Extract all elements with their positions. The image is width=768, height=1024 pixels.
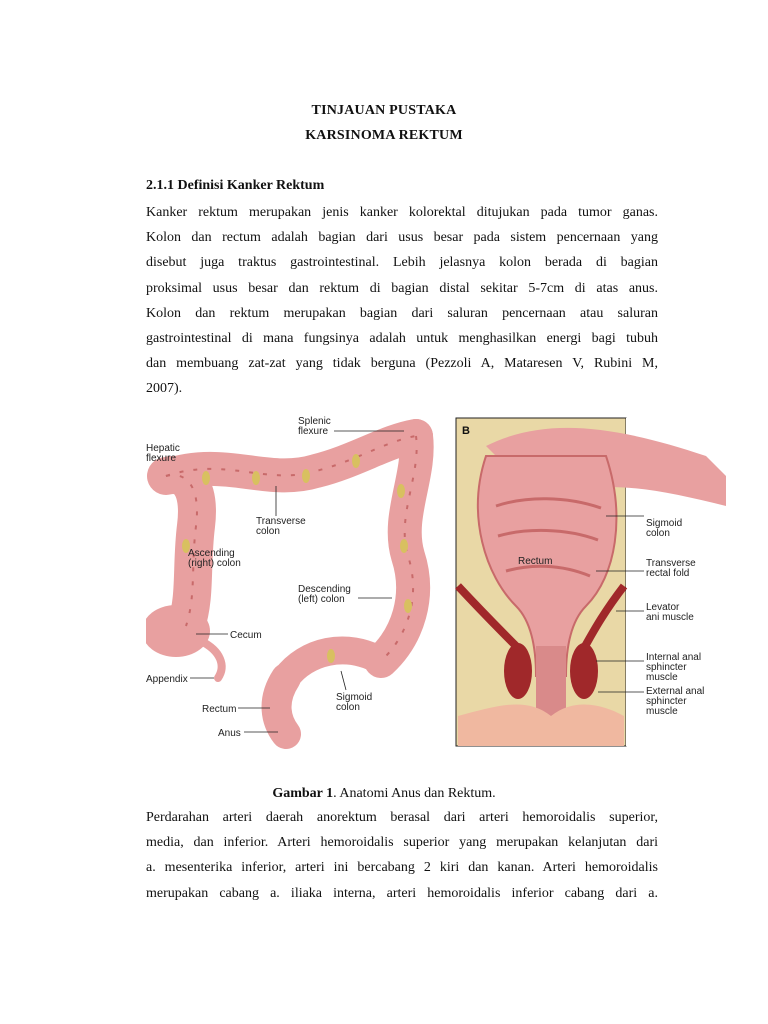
svg-text:Hepatic: Hepatic: [146, 443, 180, 454]
caption-label: Gambar 1: [272, 786, 334, 801]
section-heading: 2.1.1 Definisi Kanker Rektum: [146, 178, 325, 193]
svg-text:colon: colon: [336, 702, 360, 713]
svg-text:flexure: flexure: [146, 453, 177, 464]
paragraph-line: proksimal usus besar dan rektum di bagian distal sekitar 5-7cm di atas anus.: [146, 280, 658, 296]
svg-text:sphincter: sphincter: [646, 696, 687, 707]
svg-text:(right) colon: (right) colon: [188, 558, 241, 569]
svg-text:ani muscle: ani muscle: [646, 612, 694, 623]
svg-text:Sigmoid: Sigmoid: [646, 518, 683, 529]
svg-text:sphincter: sphincter: [646, 662, 687, 673]
svg-text:Sigmoid: Sigmoid: [336, 692, 373, 703]
paragraph-line: Perdarahan arteri daerah anorektum berasal dari arteri hemoroidalis superior,: [146, 810, 658, 825]
caption-text: . Anatomi Anus dan Rektum.: [333, 786, 496, 801]
svg-text:Anus: Anus: [218, 728, 241, 739]
document-subtitle: KARSINOMA REKTUM: [305, 128, 463, 143]
svg-text:muscle: muscle: [646, 706, 678, 717]
svg-text:Transverse: Transverse: [646, 558, 696, 569]
svg-text:Cecum: Cecum: [230, 630, 262, 641]
paragraph-arteries: [146, 805, 658, 906]
paragraph-line: dan membuang zat-zat yang tidak berguna (Pezzoli A, Mataresen V, Rubini M,: [146, 356, 658, 372]
svg-text:colon: colon: [256, 526, 280, 537]
svg-text:Transverse: Transverse: [256, 516, 306, 527]
svg-text:colon: colon: [646, 528, 670, 539]
paragraph-line: media, dan inferior. Arteri hemoroidalis superior yang merupakan kelanjutan dari: [146, 835, 658, 851]
svg-text:flexure: flexure: [298, 426, 329, 437]
paragraph-line: merupakan cabang a. iliaka interna, arteri hemoroidalis inferior cabang dari a.: [146, 885, 658, 901]
paragraph-definition: [146, 200, 658, 402]
figure-caption: [0, 786, 768, 802]
svg-text:rectal fold: rectal fold: [646, 568, 690, 579]
svg-text:Splenic: Splenic: [298, 416, 331, 427]
paragraph-line: gastrointestinal di mana fungsinya adalah untuk menghasilkan energi bagi tubuh: [146, 331, 658, 347]
svg-text:Rectum: Rectum: [518, 556, 553, 567]
paragraph-line: disebut juga traktus gastrointestinal. Lebih jelasnya kolon berada di bagian: [146, 255, 658, 271]
paragraph-line: a. mesenterika inferior, arteri ini bercabang 2 kiri dan kanan. Arteri hemoroidalis: [146, 860, 658, 876]
anatomy-figure: [146, 416, 726, 750]
svg-text:(left) colon: (left) colon: [298, 594, 345, 605]
svg-text:Ascending: Ascending: [188, 548, 235, 559]
svg-text:B: B: [462, 425, 470, 437]
document-title: TINJAUAN PUSTAKA: [311, 103, 457, 118]
svg-text:Levator: Levator: [646, 602, 680, 613]
paragraph-line: Kolon dan rektum merupakan bagian dari saluran pencernaan atau saluran: [146, 305, 658, 321]
paragraph-line: Kolon dan rectum adalah bagian dari usus besar pada sistem pencernaan yang: [146, 230, 658, 246]
svg-text:External anal: External anal: [646, 686, 705, 697]
paragraph-line: 2007).: [146, 381, 183, 397]
svg-text:muscle: muscle: [646, 672, 678, 683]
svg-text:Descending: Descending: [298, 584, 351, 595]
svg-text:Rectum: Rectum: [202, 704, 237, 715]
svg-text:Appendix: Appendix: [146, 674, 188, 685]
svg-text:Internal anal: Internal anal: [646, 652, 702, 663]
paragraph-line: Kanker rektum merupakan jenis kanker kolorektal ditujukan pada tumor ganas.: [146, 205, 658, 220]
